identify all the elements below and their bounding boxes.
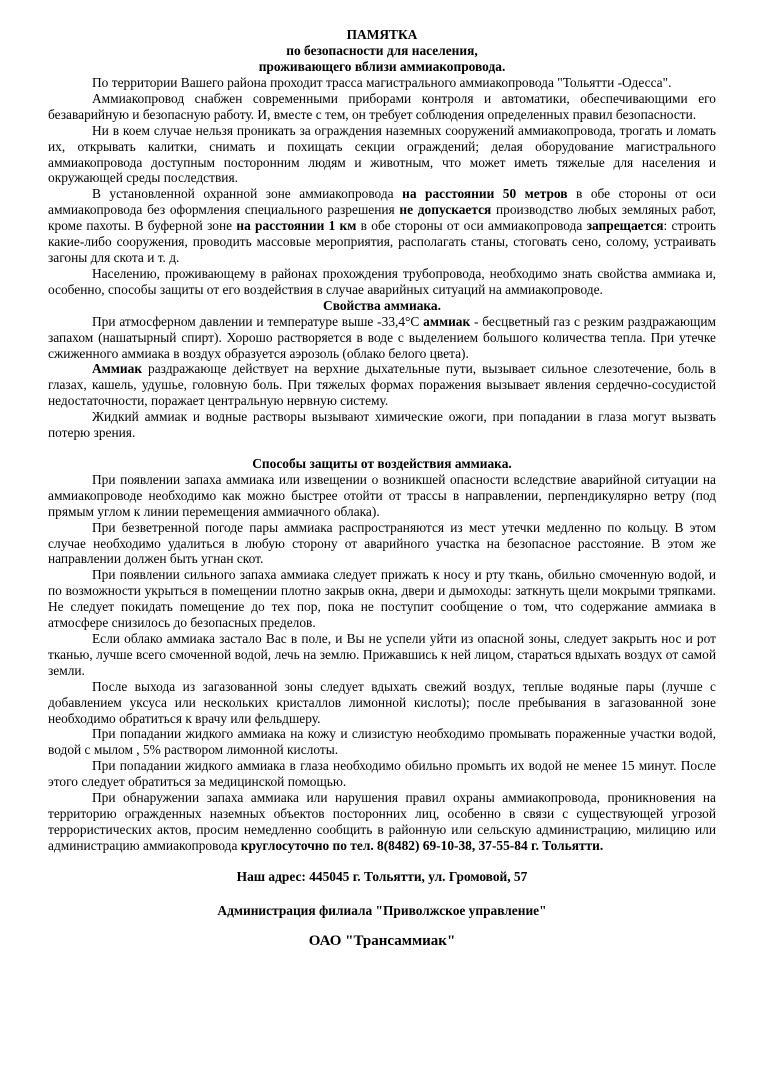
footer-company: ОАО "Трансаммиак" xyxy=(308,933,456,950)
zones-text-3: производство любых земляных работ, кроме пахоты. В буферной зоне xyxy=(48,202,716,234)
properties-paragraph-effects xyxy=(48,361,716,409)
footer-administration: Администрация филиала "Приволжское управление" xyxy=(217,902,547,918)
intro-paragraph-zones xyxy=(48,186,716,266)
protection-paragraph-after-exit: После выхода из загазованной зоны следует вдыхать свежий воздух, теплые водяные пары (лучше с добавлением уксуса или нескольких кристаллов лимонной кислоты); после пребывания в загазованной зоне необходимо обратиться к врачу или фельдшеру. xyxy=(48,678,716,726)
protection-paragraph-evacuate: При появлении запаха аммиака или извещении о возникшей опасности вследствие аварийной ситуации на аммиакопроводе необходимо как можно быстрее отойти от трассы в направлении, перпендикулярно ветру (под прямым углом к линии перемещения аммиачного облака). xyxy=(48,471,716,519)
report-phone-bold: круглосуточно по тел. 8(8482) 69-10-38, 37-55-84 г. Тольятти. xyxy=(240,837,604,853)
section-heading-protection: Способы защиты от воздействия аммиака. xyxy=(252,455,512,471)
intro-paragraph-equipment: Аммиакопровод снабжен современными приборами контроля и автоматики, обеспечивающими его безаварийную и безопасную работу. И, вместе с тем, он требует соблюдения определенных правил безопасности. xyxy=(48,90,716,122)
zones-1km-bold: на расстоянии 1 км xyxy=(236,218,357,234)
protection-paragraph-report xyxy=(48,790,716,854)
zones-text-5: : строить какие-либо сооружения, проводить массовые мероприятия, располагать станы, стоговать сено, солому, устраивать загоны для скота и т. д. xyxy=(48,218,716,265)
protection-paragraph-shelter: При появлении сильного запаха аммиака следует прижать к носу и рту ткань, обильно смоченную водой, и по возможности укрыться в помещении плотно закрыв окна, двери и дымоходы: заткнуть щели мокрыми тряпками. Не следует покидать помещение до тех пор, пока не поступит сообщение о том, что содержание аммиака в атмосфере снизилось до безопасных пределов. xyxy=(48,567,716,631)
zones-50m-bold: на расстоянии 50 метров xyxy=(402,186,568,202)
intro-paragraph-fences: Ни в коем случае нельзя проникать за ограждения наземных сооружений аммиакопровода, трогать и ломать их, открывать калитки, снимать и похищать секции ограждений; делая оборудование магистрального аммиакопровода доступным посторонним людям и животным, что может иметь тяжелые для населения и окружающей среды последствия. xyxy=(48,122,716,186)
memo-subtitle-line-2: проживающего вблизи аммиакопровода. xyxy=(258,59,506,74)
protection-paragraph-skin: При попадании жидкого аммиака на кожу и слизистую необходимо промывать пораженные участки водой, водой с мылом , 5% раствором лимонной кислоты. xyxy=(48,726,716,758)
footer-address: Наш адрес: 445045 г. Тольятти, ул. Громовой, 57 xyxy=(236,868,528,884)
effects-text: раздражающе действует на верхние дыхательные пути, вызывает сильное слезотечение, боль в глазах, кашель, удушье, головную боль. При тяжелых формах поражения вызывает явления сердечно-сосудистой недостаточности, поражает центральную нервную систему. xyxy=(48,361,716,409)
protection-paragraph-field: Если облако аммиака застало Вас в поле, и Вы не успели уйти из опасной зоны, следует закрыть нос и рот тканью, лучше всего смоченной водой, лечь на землю. Прижавшись к ней лицом, стараться вдыхать воздух от самой земли. xyxy=(48,631,716,678)
report-text: При обнаружении запаха аммиака или нарушения правил охраны аммиакопровода, проникновения на территорию огражденных наземных объектов посторонних лиц, особенно в связи с существующей угрозой террористических актов, просим немедленно сообщить в районную или сельскую администрацию, милицию или администрацию аммиакопровода xyxy=(48,790,716,853)
gas-ammonia-bold: аммиак xyxy=(423,313,471,329)
memo-title: ПАМЯТКА xyxy=(346,27,418,42)
zones-text-4: в обе стороны от оси аммиакопровода xyxy=(356,218,587,234)
section-heading-properties: Свойства аммиака. xyxy=(323,297,441,313)
gas-text-2: - бесцветный газ с резким раздражающим запахом (нашатырный спирт). Хорошо растворяется в воде с выделением большого количества тепла. При утечке сжиженного аммиака в воздух образуется аэрозоль (облако белого цвета). xyxy=(48,313,716,361)
zones-text-2: в обе стороны от оси аммиакопровода без оформления специального разрешения xyxy=(48,186,716,218)
properties-paragraph-burns: Жидкий аммиак и водные растворы вызывают химические ожоги, при попадании в глаза могут вызвать потерю зрения. xyxy=(48,409,716,441)
zones-text-1: В установленной охранной зоне аммиакопровода xyxy=(92,186,403,202)
intro-paragraph-population: Населению, проживающему в районах прохождения трубопровода, необходимо знать свойства аммиака и, особенно, способы защиты от его воздействия в случае аварийных ситуаций на аммиакопроводе. xyxy=(48,265,716,297)
memo-subtitle-line-1: по безопасности для населения, xyxy=(286,43,478,58)
gas-text-1: При атмосферном давлении и температуре выше -33,4°С xyxy=(92,313,424,329)
protection-paragraph-eyes: При попадании жидкого аммиака в глаза необходимо обильно промыть их водой не менее 15 минут. После этого следует обратиться за медицинской помощью. xyxy=(48,758,716,790)
protection-paragraph-calm-weather: При безветренной погоде пары аммиака распространяются из мест утечки медленно по кольцу. В этом случае необходимо удалиться в любую сторону от аварийного участка на безопасное расстояние. В этом же направлении должен быть угнан скот. xyxy=(48,519,716,567)
intro-paragraph-route: По территории Вашего района проходит трасса магистрального аммиакопровода "Тольятти -Одесса". xyxy=(92,75,672,90)
zones-not-allowed-bold: не допускается xyxy=(399,202,492,218)
properties-paragraph-gas xyxy=(48,314,716,362)
effects-ammonia-bold: Аммиак xyxy=(92,361,143,377)
zones-forbidden-bold: запрещается xyxy=(586,218,664,234)
